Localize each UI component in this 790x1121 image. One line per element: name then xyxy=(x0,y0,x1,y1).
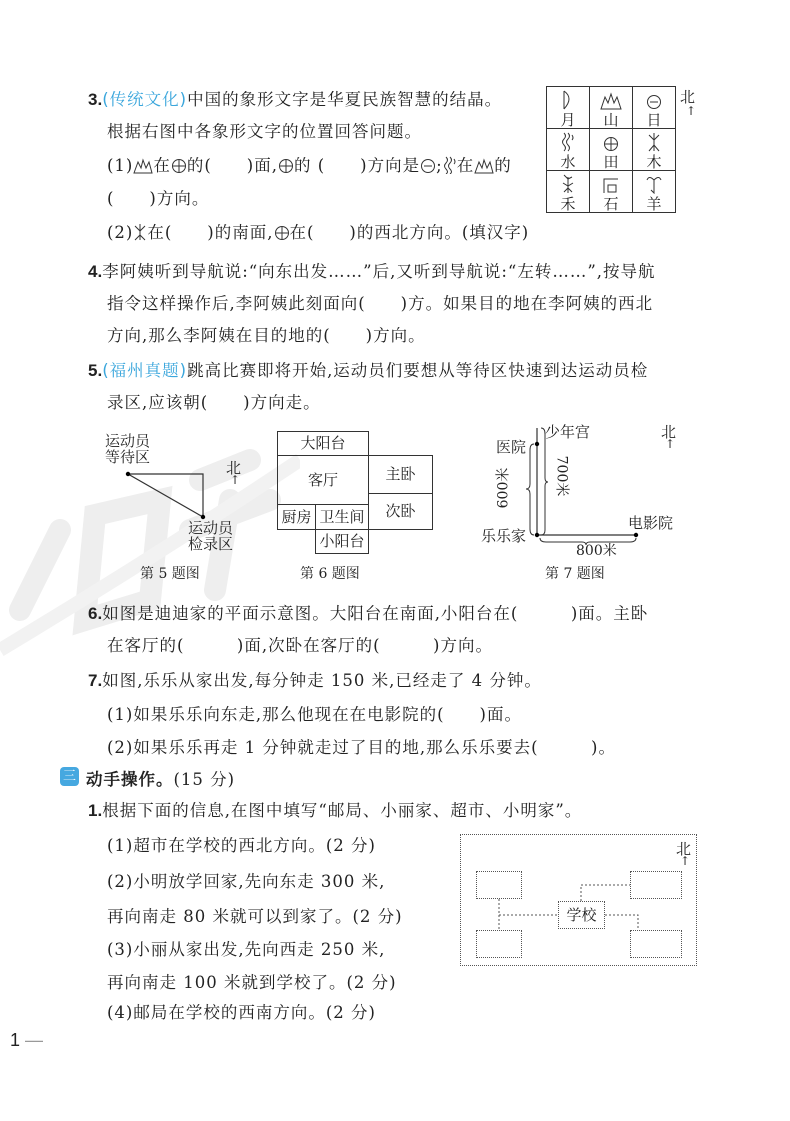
sun-pictograph-icon xyxy=(420,158,436,174)
q3-number: 3. xyxy=(88,90,103,109)
q4-line1 xyxy=(88,258,656,282)
q3-part2 xyxy=(107,219,529,243)
q3-text: 中国的象形文字是华夏民族智慧的结晶。 xyxy=(187,90,503,109)
mountain-pictograph-icon xyxy=(133,158,153,174)
t: 跳高比赛即将开始,运动员们要想从等待区快速到达运动员检 xyxy=(187,361,649,380)
t: 在 xyxy=(456,156,475,175)
t: 石 xyxy=(603,195,619,213)
s3q1-line5: (3)小丽从家出发,先向西走 250 米, xyxy=(107,940,386,959)
pictograph-grid xyxy=(546,86,676,213)
grid-cell xyxy=(547,87,590,129)
q3-line1 xyxy=(88,86,502,110)
t: 木 xyxy=(646,153,662,171)
mountain-pictograph-icon xyxy=(474,158,494,174)
q7-line3: (2)如果乐乐再走 1 分钟就走过了目的地,那么乐乐要去( )。 xyxy=(107,738,616,757)
q3-part1 xyxy=(107,152,512,176)
q5-line1 xyxy=(88,357,648,381)
north-arrow-icon: ↑ xyxy=(665,437,676,451)
t: 羊 xyxy=(646,195,662,213)
s3q1-line7: (4)邮局在学校的西南方向。(2 分) xyxy=(107,1003,376,1022)
q6-number: 6. xyxy=(88,604,103,623)
s3q1-number: 1. xyxy=(88,801,103,820)
connector-lines xyxy=(460,834,697,966)
q7-number: 7. xyxy=(88,671,103,690)
t: (2) xyxy=(107,223,134,242)
room-bathroom: 卫生间 xyxy=(315,504,369,530)
north-label: 北 xyxy=(680,88,696,106)
north-arrow-icon: ↑ xyxy=(680,854,691,868)
tree-pictograph-icon xyxy=(133,223,147,241)
waiting-area-label xyxy=(105,433,150,465)
fig5-path xyxy=(120,465,220,525)
t: 李阿姨听到导航说:“向东出发……”后,又听到导航说:“左转……”,按导航 xyxy=(102,262,656,281)
s3q1-line4: 再向南走 80 米就可以到家了。(2 分) xyxy=(107,907,403,926)
t: 在 xyxy=(153,156,171,175)
field-pictograph-icon xyxy=(278,158,294,174)
t: 等待区 xyxy=(105,448,151,466)
north-label: 北 xyxy=(226,459,242,477)
t: 的 ( )方向是 xyxy=(294,156,421,175)
s3q1-line1 xyxy=(88,797,582,821)
room-second-bedroom: 次卧 xyxy=(368,493,433,530)
s3q1-line3: (2)小明放学回家,先向东走 300 米, xyxy=(107,872,386,891)
room-kitchen: 厨房 xyxy=(277,504,316,530)
section-badge: 三 xyxy=(60,767,79,786)
q4-line3: 方向,那么李阿姨在目的地的( )方向。 xyxy=(107,326,426,345)
figure-caption: 第 7 题图 xyxy=(545,566,605,582)
north-label: 北 xyxy=(676,840,692,858)
t: 在( )的南面, xyxy=(147,223,274,242)
room-big-balcony: 大阳台 xyxy=(277,431,369,456)
place-lele-home: 乐乐家 xyxy=(481,527,527,545)
s3q1-line6: 再向南走 100 米就到学校了。(2 分) xyxy=(107,973,397,992)
north-label: 北 xyxy=(661,423,677,441)
place-hospital: 医院 xyxy=(496,438,527,456)
t: 1 xyxy=(10,1030,21,1050)
field-pictograph-icon xyxy=(171,158,187,174)
room-small-balcony: 小阳台 xyxy=(315,529,369,554)
t: 的 xyxy=(494,156,512,175)
page-number: 1 — xyxy=(10,1030,44,1050)
room-master-bedroom: 主卧 xyxy=(368,455,433,494)
grid-cell xyxy=(590,87,633,129)
figure-caption: 第 5 题图 xyxy=(140,566,200,582)
t: 检录区 xyxy=(188,535,234,553)
q7-line2: (1)如果乐乐向东走,那么他现在在电影院的( )面。 xyxy=(107,705,522,724)
q4-number: 4. xyxy=(88,262,103,281)
t: 月 xyxy=(560,111,576,129)
t: 运动员 xyxy=(105,432,151,450)
t: 根据下面的信息,在图中填写“邮局、小丽家、超市、小明家”。 xyxy=(102,801,583,820)
north-arrow-icon: ↑ xyxy=(230,473,241,487)
checkin-area-label xyxy=(188,520,233,552)
q6-line2: 在客厅的( )面,次卧在客厅的( )方向。 xyxy=(107,636,493,655)
t: 动手操作。 xyxy=(86,770,174,789)
t: 如图,乐乐从家出发,每分钟走 150 米,已经走了 4 分钟。 xyxy=(102,671,542,690)
distance-600: 600米 xyxy=(495,467,512,509)
q3-tag: (传统文化) xyxy=(102,90,188,109)
grid-cell xyxy=(633,129,676,171)
grid-cell xyxy=(547,171,590,213)
t: 的( )面, xyxy=(186,156,278,175)
grid-cell xyxy=(590,171,633,213)
t: 日 xyxy=(646,111,662,129)
q5-number: 5. xyxy=(88,361,103,380)
t: ; xyxy=(436,156,443,175)
q6-line1 xyxy=(88,600,648,624)
water-pictograph-icon xyxy=(443,156,457,174)
t: (1) xyxy=(107,156,134,175)
t: 田 xyxy=(603,153,619,171)
school-box: 学校 xyxy=(558,901,605,929)
grid-cell xyxy=(547,129,590,171)
figure-caption: 第 6 题图 xyxy=(300,566,360,582)
q5-line2: 录区,应该朝( )方向走。 xyxy=(107,393,321,412)
place-youth-palace: 少年宫 xyxy=(545,423,591,441)
grid-cell xyxy=(633,171,676,213)
section-3-title xyxy=(86,766,235,790)
t: 山 xyxy=(603,111,619,129)
distance-700: 700米 xyxy=(553,455,570,497)
s3q1-line2: (1)超市在学校的西北方向。(2 分) xyxy=(107,836,376,855)
t: 在( )的西北方向。(填汉字) xyxy=(289,223,530,242)
grid-cell xyxy=(633,87,676,129)
distance-800: 800米 xyxy=(576,543,617,559)
north-arrow-icon: ↑ xyxy=(686,104,697,118)
grid-cell xyxy=(590,129,633,171)
room-living-room: 客厅 xyxy=(277,455,369,505)
q5-tag: (福州真题) xyxy=(102,361,188,380)
field-pictograph-icon xyxy=(274,225,290,241)
t: 禾 xyxy=(560,195,576,213)
q3-part1-cont: ( )方向。 xyxy=(107,189,210,208)
q7-line1 xyxy=(88,667,542,691)
t: (15 分) xyxy=(173,770,236,789)
t: 如图是迪迪家的平面示意图。大阳台在南面,小阳台在( )面。主卧 xyxy=(102,604,649,623)
place-cinema: 电影院 xyxy=(628,514,674,532)
t: 运动员 xyxy=(188,519,234,537)
q4-line2: 指令这样操作后,李阿姨此刻面向( )方。如果目的地在李阿姨的西北 xyxy=(107,294,654,313)
q3-text2: 根据右图中各象形文字的位置回答问题。 xyxy=(107,122,422,141)
t: 水 xyxy=(560,153,576,171)
